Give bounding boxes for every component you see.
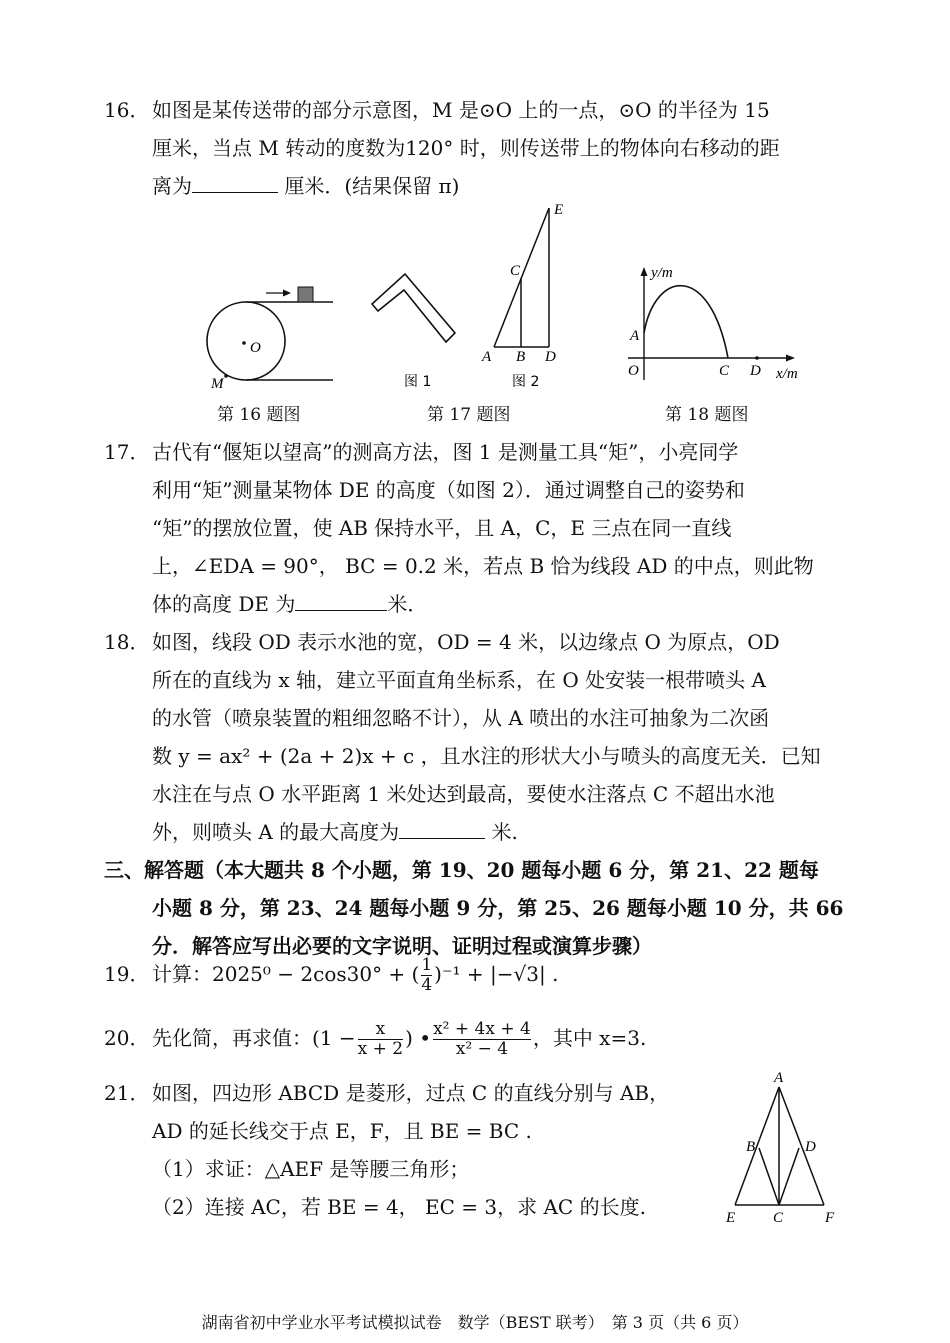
q17-line2: 利用“矩”测量某物体 DE 的高度（如图 2）．通过调整自己的姿势和 xyxy=(152,478,745,502)
fig18-label-C: C xyxy=(719,363,730,379)
q18-line2: 所在的直线为 x 轴，建立平面直角坐标系，在 O 处安装一根带喷头 A xyxy=(152,668,766,692)
q20-f1-num: x xyxy=(375,1019,386,1039)
fig17-caption-fig1: 图 1 xyxy=(404,374,432,390)
fig18-label-x: x/m xyxy=(776,366,798,382)
q19-prefix: 计算： xyxy=(152,962,212,986)
q19-frac-num: 1 xyxy=(421,955,433,975)
section3-line1: 三、解答题（本大题共 8 个小题，第 19、20 题每小题 6 分，第 21、22 题每 xyxy=(104,858,819,882)
fig18-label-D: D xyxy=(750,363,761,379)
q19-frac-den: 4 xyxy=(421,975,433,995)
caption-fig18: 第 18 题图 xyxy=(665,405,749,425)
fig17-caption-fig2: 图 2 xyxy=(512,374,540,390)
fig21-label-A: A xyxy=(774,1070,784,1086)
fig17-label-A: A xyxy=(482,349,492,365)
q18-answer-blank[interactable] xyxy=(399,818,485,839)
fig21-label-E: E xyxy=(726,1210,736,1226)
fig17-label-E: E xyxy=(554,202,564,218)
q18-line5: 水注在与点 O 水平距离 1 米处达到最高，要使水注落点 C 不超出水池 xyxy=(152,782,775,806)
fig18-label-O: O xyxy=(628,363,639,379)
q20-mid: ) • xyxy=(405,1026,432,1050)
q21-line2: AD 的延长线交于点 E，F，且 BE = BC . xyxy=(152,1119,532,1143)
q18-line6 xyxy=(152,818,518,846)
q17-line4: 上，∠EDA = 90°， BC = 0.2 米，若点 B 恰为线段 AD 的中点，则此物 xyxy=(152,554,814,578)
caption-fig16: 第 16 题图 xyxy=(217,405,301,425)
q19-expr-a: 2025⁰ − 2cos30° + ( xyxy=(212,962,420,986)
q17-line5-b: 米． xyxy=(387,592,428,616)
q16-line3-a: 离为 xyxy=(152,174,192,198)
q20-f2-den: x² − 4 xyxy=(433,1039,531,1059)
q19-expression xyxy=(152,950,558,998)
fig18-label-A: A xyxy=(630,328,640,344)
fig21-DC xyxy=(779,1148,799,1205)
fig17-tool xyxy=(372,274,455,342)
fig18-parabola xyxy=(644,286,728,358)
fig16-arrow-head xyxy=(283,290,291,297)
fig17-label-C: C xyxy=(510,263,521,279)
fig16-point-m xyxy=(224,374,228,378)
q19-fraction xyxy=(421,956,432,995)
fig21-label-B: B xyxy=(746,1139,756,1155)
page-footer: 湖南省初中学业水平考试模拟试卷 数学（BEST 联考） 第 3 页（共 6 页） xyxy=(201,1313,749,1332)
q18-line1: 如图，线段 OD 表示水池的宽，OD = 4 米，以边缘点 O 为原点，OD xyxy=(152,630,780,654)
fig16-wheel xyxy=(207,302,285,380)
q19-number: 19． xyxy=(104,962,150,986)
q20-prefix: 先化简，再求值：(1 − xyxy=(152,1026,356,1050)
q17-number: 17． xyxy=(104,440,150,464)
q21-line1: 如图，四边形 ABCD 是菱形，过点 C 的直线分别与 AB， xyxy=(152,1081,670,1105)
q16-line2: 厘米，当点 M 转动的度数为120° 时，则传送带上的物体向右移动的距 xyxy=(152,136,780,160)
fig18-x-arrow xyxy=(786,355,795,362)
q21-number: 21． xyxy=(104,1081,150,1105)
q18-line6-b: 米. xyxy=(485,820,518,844)
q21-line4: （2）连接 AC，若 BE = 4， EC = 3，求 AC 的长度. xyxy=(152,1195,646,1219)
fig16-label-O: O xyxy=(250,340,261,356)
q16-number: 16． xyxy=(104,98,150,122)
q19-expr-b: )⁻¹ + |−√3| . xyxy=(434,962,559,986)
fig16-label-M: M xyxy=(211,376,224,392)
q18-line3: 的水管（喷泉装置的粗细忽略不计），从 A 喷出的水注可抽象为二次函 xyxy=(152,706,770,730)
fig16-box xyxy=(298,287,313,302)
q17-line3: “矩”的摆放位置，使 AB 保持水平，且 A，C，E 三点在同一直线 xyxy=(152,516,732,540)
fig21-label-D: D xyxy=(805,1139,816,1155)
q17-line5 xyxy=(152,590,427,618)
fig17-label-D: D xyxy=(545,349,556,365)
q20-f1-den: x + 2 xyxy=(357,1039,404,1059)
section3-line2: 小题 8 分，第 23、24 题每小题 9 分，第 25、26 题每小题 10 分，共 66 xyxy=(152,896,844,920)
fig18-y-arrow xyxy=(641,267,648,276)
fig21-BC xyxy=(759,1148,779,1205)
caption-fig17: 第 17 题图 xyxy=(427,405,511,425)
fig21-label-C: C xyxy=(773,1210,784,1226)
fig16-center-dot xyxy=(242,341,246,345)
q17-answer-blank[interactable] xyxy=(295,590,387,611)
fig18-label-y: y/m xyxy=(651,265,673,281)
q17-line5-a: 体的高度 DE 为 xyxy=(152,592,296,616)
q20-f2-num: x² + 4x + 4 xyxy=(433,1019,531,1039)
q18-number: 18． xyxy=(104,630,150,654)
fig17-label-B: B xyxy=(516,349,526,365)
q17-line1: 古代有“偃矩以望高”的测高方法，图 1 是测量工具“矩”，小亮同学 xyxy=(152,440,739,464)
q20-suffix: ，其中 x=3. xyxy=(532,1026,647,1050)
q18-line4: 数 y = ax² + (2a + 2)x + c ，且水注的形状大小与喷头的高度无关．已知 xyxy=(152,744,821,768)
q21-line3: （1）求证：△AEF 是等腰三角形； xyxy=(152,1157,470,1181)
q20-number: 20． xyxy=(104,1026,150,1050)
q18-line6-a: 外，则喷头 A 的最大高度为 xyxy=(152,820,400,844)
q16-line1: 如图是某传送带的部分示意图，M 是⊙O 上的一点，⊙O 的半径为 15 xyxy=(152,98,770,122)
section3-line3: 分．解答应写出必要的文字说明、证明过程或演算步骤） xyxy=(152,934,652,958)
q20-fraction-2 xyxy=(433,1020,531,1059)
q20-fraction-1 xyxy=(358,1020,403,1059)
q20-expression xyxy=(152,1014,646,1062)
q16-line3-b: 厘米．(结果保留 π) xyxy=(278,174,460,198)
fig21-label-F: F xyxy=(825,1210,835,1226)
fig18-point-d xyxy=(755,356,759,360)
